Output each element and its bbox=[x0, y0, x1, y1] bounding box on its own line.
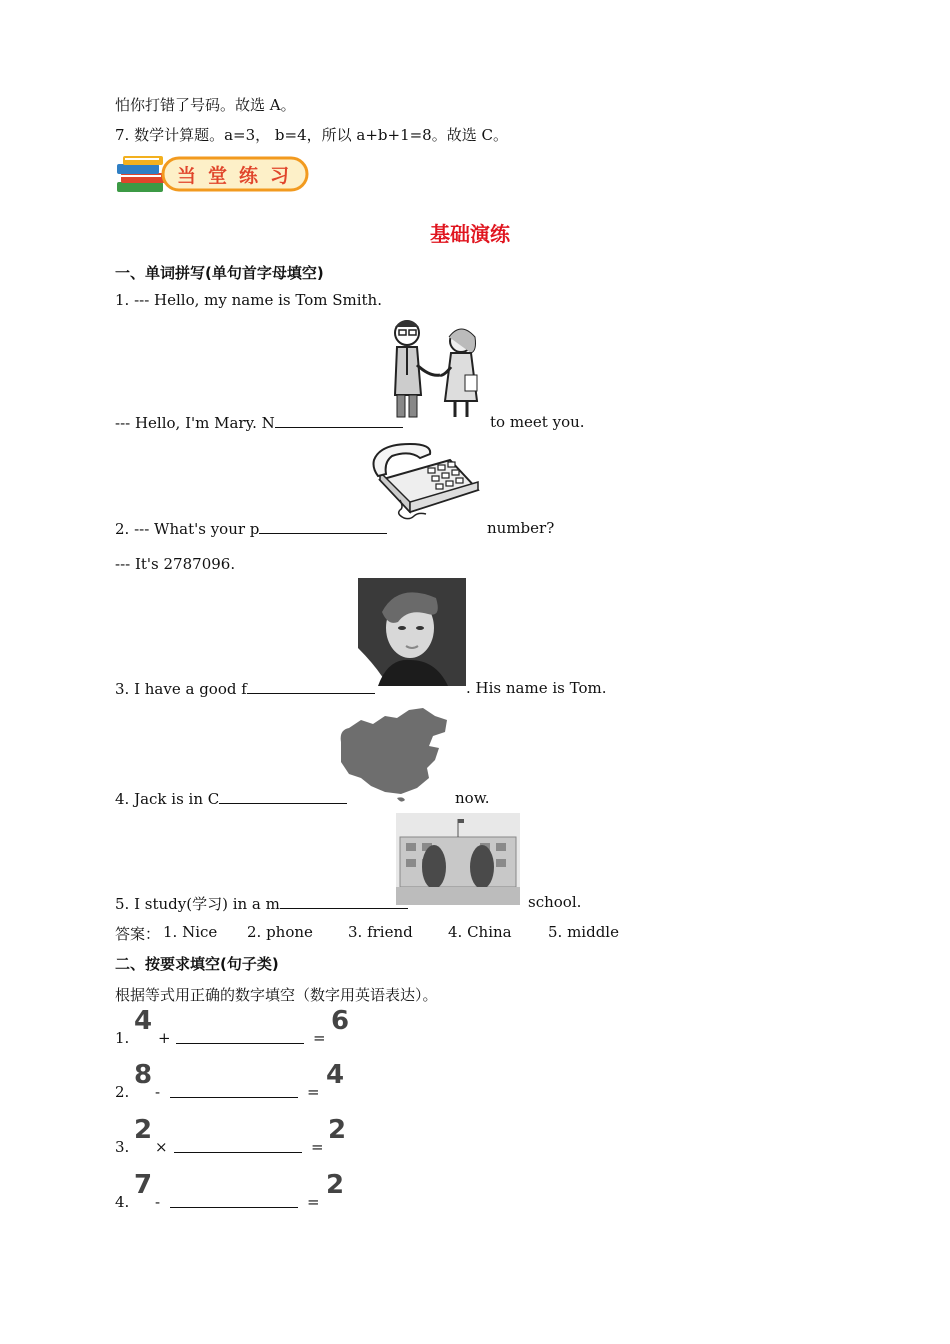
eq1-equals: = bbox=[313, 1029, 326, 1047]
eq3-operator: × bbox=[155, 1138, 168, 1156]
q3-blank[interactable] bbox=[247, 679, 375, 694]
q2-answer-line: --- It's 2787096. bbox=[115, 555, 236, 573]
eq4-blank[interactable] bbox=[170, 1193, 298, 1208]
q3-line bbox=[115, 679, 375, 698]
eq4-left-digit: 7 bbox=[134, 1170, 153, 1200]
q5-suffix: school. bbox=[528, 893, 582, 911]
intro-line-1: 怕你打错了号码。故选 A。 bbox=[115, 96, 296, 114]
eq1-right-digit: 6 bbox=[331, 1006, 350, 1036]
part2-instruction: 根据等式用正确的数字填空（数字用英语表达）。 bbox=[115, 986, 438, 1004]
eq4-equals: = bbox=[307, 1193, 320, 1211]
answer-4: 4. China bbox=[448, 923, 512, 941]
practice-banner bbox=[115, 152, 310, 196]
q3-suffix: . His name is Tom. bbox=[466, 679, 607, 697]
answers-label: 答案： bbox=[115, 925, 161, 943]
q2-line bbox=[115, 519, 387, 538]
q4-line bbox=[115, 789, 347, 808]
eq2-right-digit: 4 bbox=[326, 1060, 345, 1090]
answer-1: 1. Nice bbox=[163, 923, 218, 941]
eq2-blank[interactable] bbox=[170, 1083, 298, 1098]
q2-blank[interactable] bbox=[259, 519, 387, 534]
eq1-operator: + bbox=[158, 1029, 171, 1047]
eq3-blank[interactable] bbox=[174, 1138, 302, 1153]
banner-label: 当堂练习 bbox=[177, 165, 302, 187]
q1-blank[interactable] bbox=[275, 413, 403, 428]
eq4-right-digit: 2 bbox=[326, 1170, 345, 1200]
eq3-left-digit: 2 bbox=[134, 1115, 153, 1145]
friend-photo bbox=[358, 578, 466, 686]
q1-prefix: --- Hello, I'm Mary. N bbox=[115, 414, 275, 432]
q1-suffix: to meet you. bbox=[490, 413, 585, 431]
answer-5: 5. middle bbox=[548, 923, 619, 941]
eq2-left-digit: 8 bbox=[134, 1060, 153, 1090]
q5-prefix: 5. I study(学习) in a m bbox=[115, 895, 280, 913]
intro-line-2: 7. 数学计算题。a=3， b=4，所以 a+b+1=8。故选 C。 bbox=[115, 126, 508, 144]
q1-line1: 1. --- Hello, my name is Tom Smith. bbox=[115, 291, 382, 309]
school-photo bbox=[396, 813, 520, 905]
q5-line bbox=[115, 893, 408, 914]
eq4-number: 4. bbox=[115, 1193, 130, 1211]
q4-prefix: 4. Jack is in C bbox=[115, 790, 220, 808]
eq1-left-digit: 4 bbox=[134, 1006, 153, 1036]
part2-heading: 二、按要求填空(句子类) bbox=[115, 955, 279, 973]
q5-blank[interactable] bbox=[280, 894, 408, 909]
eq3-right-digit: 2 bbox=[328, 1115, 347, 1145]
q4-blank[interactable] bbox=[219, 789, 347, 804]
eq3-equals: = bbox=[311, 1138, 324, 1156]
china-map-image bbox=[335, 706, 450, 804]
q2-suffix: number? bbox=[487, 519, 555, 537]
q2-prefix: 2. --- What's your p bbox=[115, 520, 260, 538]
part1-heading: 一、单词拼写(单句首字母填空) bbox=[115, 264, 324, 282]
eq3-number: 3. bbox=[115, 1138, 130, 1156]
section-title: 基础演练 bbox=[430, 222, 510, 246]
eq4-operator: - bbox=[155, 1193, 161, 1211]
eq2-operator: - bbox=[155, 1083, 161, 1101]
answer-3: 3. friend bbox=[348, 923, 413, 941]
q4-suffix: now. bbox=[455, 789, 490, 807]
eq2-number: 2. bbox=[115, 1083, 130, 1101]
eq2-equals: = bbox=[307, 1083, 320, 1101]
telephone-image bbox=[370, 440, 480, 522]
answer-2: 2. phone bbox=[247, 923, 313, 941]
q1-line2 bbox=[115, 413, 403, 432]
handshake-image bbox=[385, 315, 485, 419]
eq1-number: 1. bbox=[115, 1029, 130, 1047]
eq1-blank[interactable] bbox=[176, 1029, 304, 1044]
q3-prefix: 3. I have a good f bbox=[115, 680, 247, 698]
